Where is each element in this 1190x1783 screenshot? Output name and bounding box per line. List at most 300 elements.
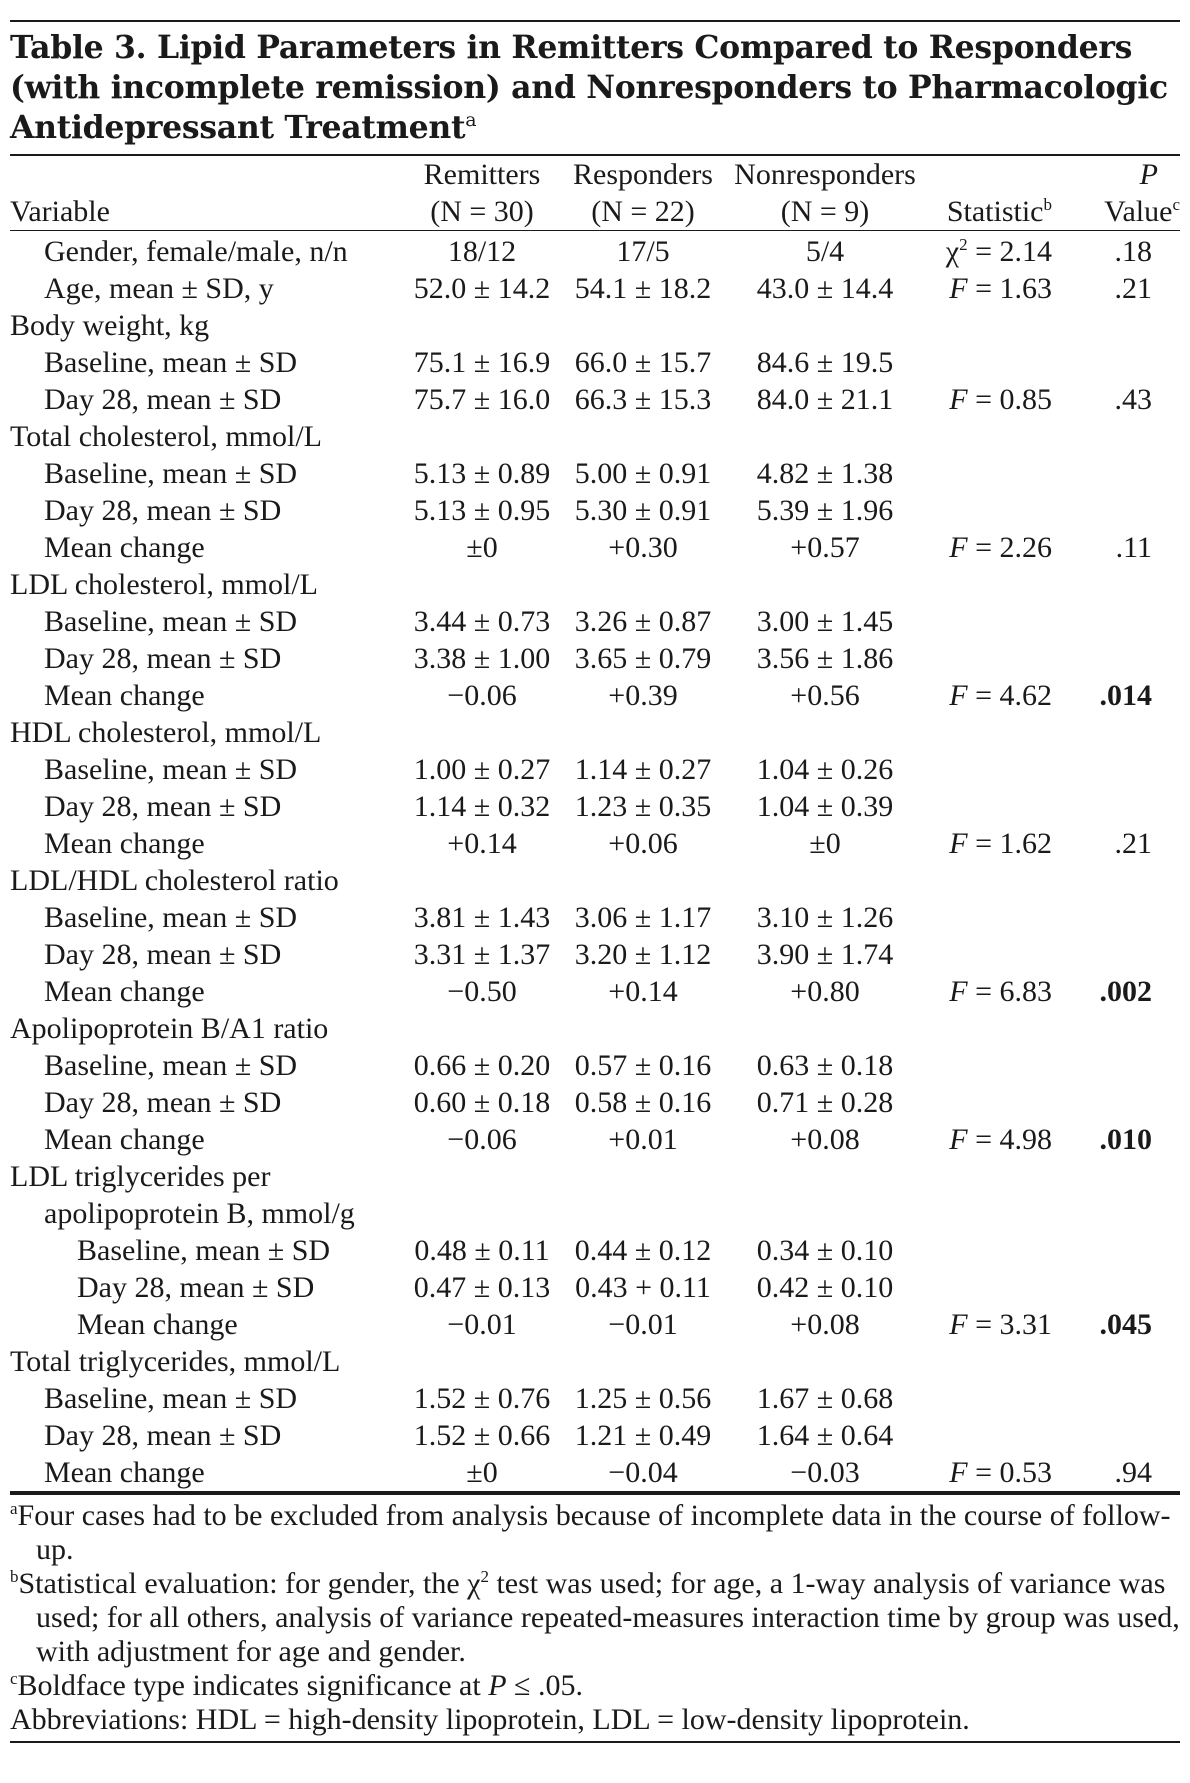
cell-statistic	[918, 1306, 1070, 1343]
cell-p-value: .014	[1099, 679, 1152, 712]
cell-p-value	[1070, 344, 1180, 381]
cell-remitters	[410, 1158, 554, 1195]
cell-statistic	[918, 1269, 1070, 1306]
table-row	[10, 1343, 1180, 1380]
cell-statistic	[918, 418, 1070, 455]
cell-nonresponders: +0.57	[790, 531, 860, 564]
table-row	[10, 529, 1180, 566]
row-label: Mean change	[44, 679, 205, 712]
cell-responders	[554, 1195, 732, 1232]
cell-nonresponders	[732, 1195, 918, 1232]
row-label: LDL triglycerides per	[10, 1160, 271, 1193]
cell-nonresponders: 0.42 ± 0.10	[756, 1271, 894, 1304]
row-label: Day 28, mean ± SD	[44, 1086, 282, 1119]
cell-statistic	[918, 1195, 1070, 1232]
cell-nonresponders: 5/4	[805, 235, 845, 268]
row-label: Baseline, mean ± SD	[44, 901, 298, 934]
cell-responders: 0.58 ± 0.16	[574, 1086, 712, 1119]
cell-nonresponders	[732, 1343, 918, 1380]
cell-remitters: −0.50	[447, 975, 517, 1008]
title-line-3	[10, 108, 1180, 148]
cell-responders	[554, 1158, 732, 1195]
table-body	[10, 231, 1180, 1493]
cell-remitters	[410, 307, 554, 344]
f-symbol: F	[949, 383, 968, 416]
cell-statistic	[918, 603, 1070, 640]
table-row	[10, 1158, 1180, 1195]
table-row	[10, 1047, 1180, 1084]
cell-statistic	[918, 714, 1070, 751]
table-row	[10, 1306, 1180, 1343]
cell-nonresponders: 1.67 ± 0.68	[756, 1382, 894, 1415]
cell-responders: 1.23 ± 0.35	[574, 790, 712, 823]
table-row	[10, 751, 1180, 788]
statistic-value: = 0.85	[967, 383, 1052, 416]
cell-responders: 5.00 ± 0.91	[574, 457, 712, 490]
cell-p-value: .21	[1114, 827, 1152, 860]
row-label: Baseline, mean ± SD	[77, 1234, 331, 1267]
cell-statistic	[918, 344, 1070, 381]
cell-statistic	[918, 788, 1070, 825]
cell-statistic	[918, 1158, 1070, 1195]
header-nonresponders	[732, 155, 918, 231]
statistic-value: = 2.14	[967, 235, 1052, 268]
cell-nonresponders	[732, 307, 918, 344]
cell-p-value	[1070, 1010, 1180, 1047]
row-label: Mean change	[44, 531, 205, 564]
table-row	[10, 566, 1180, 603]
header-nonresponders-label: Nonresponders	[734, 158, 916, 191]
cell-remitters: −0.06	[447, 1123, 517, 1156]
row-label: Mean change	[44, 975, 205, 1008]
title-line-3-text: Antidepressant Treatment	[10, 109, 466, 146]
cell-nonresponders: 0.71 ± 0.28	[756, 1086, 894, 1119]
cell-p-value	[1070, 899, 1180, 936]
cell-nonresponders	[732, 862, 918, 899]
cell-nonresponders: +0.08	[790, 1123, 860, 1156]
cell-remitters: −0.06	[447, 679, 517, 712]
cell-p-value	[1070, 603, 1180, 640]
row-label: Body weight, kg	[10, 309, 210, 342]
header-variable: Variable	[10, 195, 110, 228]
cell-responders: 1.25 ± 0.56	[574, 1382, 712, 1415]
cell-responders	[554, 307, 732, 344]
table-footnotes	[10, 1493, 1180, 1743]
table-row	[10, 788, 1180, 825]
cell-p-value	[1070, 640, 1180, 677]
cell-p-value: .045	[1099, 1308, 1152, 1341]
table-row	[10, 1084, 1180, 1121]
cell-statistic	[918, 529, 1070, 566]
cell-statistic	[918, 751, 1070, 788]
header-p-value-label: Value	[1104, 195, 1173, 228]
title-line-1: Table 3. Lipid Parameters in Remitters Compared to Responders	[10, 29, 1133, 66]
header-responders-n: (N = 22)	[591, 195, 695, 228]
table-row	[10, 418, 1180, 455]
table-row	[10, 825, 1180, 862]
cell-responders: 66.0 ± 15.7	[574, 346, 712, 379]
cell-remitters: 1.52 ± 0.76	[413, 1382, 551, 1415]
table-row	[10, 603, 1180, 640]
cell-remitters: ±0	[466, 531, 498, 564]
cell-responders: −0.04	[608, 1456, 678, 1489]
cell-p-value: .43	[1114, 383, 1152, 416]
footnote-c-text-2: ≤ .05.	[506, 1669, 583, 1702]
header-p-mark: c	[1172, 195, 1180, 214]
cell-responders	[554, 1343, 732, 1380]
row-label: Baseline, mean ± SD	[44, 457, 298, 490]
cell-responders: +0.01	[608, 1123, 678, 1156]
table-row	[10, 862, 1180, 899]
footnote-a-text: Four cases had to be excluded from analysis because of incomplete data in the course of follow-up.	[17, 1499, 1171, 1566]
footnote-c-text-1: Boldface type indicates significance at	[17, 1669, 489, 1702]
row-label: LDL cholesterol, mmol/L	[10, 568, 318, 601]
row-label: Total triglycerides, mmol/L	[10, 1345, 341, 1378]
cell-responders: 66.3 ± 15.3	[574, 383, 712, 416]
cell-remitters: 0.47 ± 0.13	[413, 1271, 551, 1304]
cell-statistic	[918, 899, 1070, 936]
f-symbol: F	[949, 1123, 968, 1156]
cell-p-value	[1070, 1232, 1180, 1269]
cell-nonresponders: 84.6 ± 19.5	[756, 346, 894, 379]
table-row	[10, 381, 1180, 418]
cell-nonresponders	[732, 714, 918, 751]
header-p-value-line	[1070, 193, 1180, 230]
cell-remitters: 5.13 ± 0.95	[413, 494, 551, 527]
cell-responders: +0.39	[608, 679, 678, 712]
cell-nonresponders: 84.0 ± 21.1	[756, 383, 894, 416]
cell-statistic	[918, 1417, 1070, 1454]
row-label: Baseline, mean ± SD	[44, 1382, 298, 1415]
cell-responders	[554, 566, 732, 603]
cell-responders: −0.01	[608, 1308, 678, 1341]
table-row	[10, 1232, 1180, 1269]
cell-nonresponders	[732, 1010, 918, 1047]
cell-statistic	[918, 1232, 1070, 1269]
cell-remitters: 75.7 ± 16.0	[413, 383, 551, 416]
header-responders-label: Responders	[573, 158, 713, 191]
table-row	[10, 344, 1180, 381]
cell-responders: 17/5	[616, 235, 670, 268]
cell-statistic	[918, 677, 1070, 714]
statistic-value: = 0.53	[967, 1456, 1052, 1489]
table-row	[10, 307, 1180, 344]
cell-nonresponders: −0.03	[790, 1456, 860, 1489]
cell-remitters	[410, 862, 554, 899]
cell-p-value: .11	[1115, 531, 1152, 564]
table-page	[10, 0, 1180, 1743]
f-symbol: F	[949, 272, 968, 305]
footnote-a	[10, 1499, 1180, 1567]
cell-statistic	[918, 270, 1070, 307]
row-label: Baseline, mean ± SD	[44, 605, 298, 638]
footnote-b	[10, 1567, 1180, 1669]
cell-p-value	[1070, 862, 1180, 899]
header-nonresponders-n: (N = 9)	[780, 195, 870, 228]
cell-nonresponders: +0.80	[790, 975, 860, 1008]
table-row	[10, 1010, 1180, 1047]
cell-p-value	[1070, 566, 1180, 603]
cell-remitters: 1.00 ± 0.27	[413, 753, 551, 786]
cell-p-value: .18	[1114, 235, 1152, 268]
cell-nonresponders	[732, 418, 918, 455]
footnote-a-mark: a	[10, 1499, 18, 1518]
cell-statistic	[918, 936, 1070, 973]
cell-p-value	[1070, 307, 1180, 344]
header-statistic-label: Statistic	[946, 195, 1044, 228]
cell-nonresponders: 4.82 ± 1.38	[756, 457, 894, 490]
cell-statistic	[918, 455, 1070, 492]
cell-nonresponders: 0.63 ± 0.18	[756, 1049, 894, 1082]
row-label: Day 28, mean ± SD	[44, 938, 282, 971]
cell-responders: +0.30	[608, 531, 678, 564]
cell-remitters	[410, 1010, 554, 1047]
cell-remitters: 3.44 ± 0.73	[413, 605, 551, 638]
table-row	[10, 899, 1180, 936]
cell-statistic	[918, 862, 1070, 899]
table-row	[10, 1417, 1180, 1454]
cell-p-value	[1070, 788, 1180, 825]
row-label: Day 28, mean ± SD	[77, 1271, 315, 1304]
cell-responders: 54.1 ± 18.2	[574, 272, 712, 305]
f-symbol: F	[949, 1308, 968, 1341]
cell-responders: 3.20 ± 1.12	[574, 938, 712, 971]
row-label: Gender, female/male, n/n	[44, 235, 348, 268]
footnote-b-chi-sup: 2	[480, 1567, 489, 1586]
cell-p-value: .94	[1114, 1456, 1152, 1489]
cell-p-value	[1070, 1084, 1180, 1121]
cell-remitters: 5.13 ± 0.89	[413, 457, 551, 490]
cell-p-value	[1070, 455, 1180, 492]
cell-responders: 0.44 ± 0.12	[574, 1234, 712, 1267]
title-footnote-mark: a	[465, 109, 477, 131]
cell-statistic	[918, 973, 1070, 1010]
row-label: Day 28, mean ± SD	[44, 1419, 282, 1452]
cell-responders: +0.06	[608, 827, 678, 860]
cell-statistic	[918, 825, 1070, 862]
cell-remitters: ±0	[466, 1456, 498, 1489]
cell-p-value	[1070, 418, 1180, 455]
cell-responders: 3.06 ± 1.17	[574, 901, 712, 934]
cell-remitters	[410, 714, 554, 751]
table-row	[10, 1121, 1180, 1158]
cell-remitters: 52.0 ± 14.2	[413, 272, 551, 305]
header-remitters-label: Remitters	[423, 158, 541, 191]
statistic-value: = 3.31	[967, 1308, 1052, 1341]
row-label: HDL cholesterol, mmol/L	[10, 716, 322, 749]
cell-p-value: .002	[1099, 975, 1152, 1008]
cell-responders: 3.65 ± 0.79	[574, 642, 712, 675]
cell-statistic	[918, 231, 1070, 271]
f-symbol: F	[949, 975, 968, 1008]
cell-remitters: 0.60 ± 0.18	[413, 1086, 551, 1119]
table-row	[10, 640, 1180, 677]
table-row	[10, 973, 1180, 1010]
cell-p-value	[1070, 1195, 1180, 1232]
cell-p-value	[1070, 1380, 1180, 1417]
cell-responders: 0.57 ± 0.16	[574, 1049, 712, 1082]
f-symbol: F	[949, 827, 968, 860]
cell-p-value	[1070, 1269, 1180, 1306]
cell-remitters	[410, 418, 554, 455]
table-row	[10, 1195, 1180, 1232]
cell-nonresponders	[732, 1158, 918, 1195]
row-label: Age, mean ± SD, y	[44, 272, 274, 305]
table-row	[10, 1454, 1180, 1492]
cell-statistic	[918, 381, 1070, 418]
row-label: Day 28, mean ± SD	[44, 642, 282, 675]
cell-nonresponders: 3.56 ± 1.86	[756, 642, 894, 675]
chi-square-sup: 2	[959, 235, 968, 254]
cell-nonresponders: +0.56	[790, 679, 860, 712]
row-label: Baseline, mean ± SD	[44, 1049, 298, 1082]
cell-p-value	[1070, 1158, 1180, 1195]
cell-nonresponders: 1.04 ± 0.26	[756, 753, 894, 786]
cell-responders: 5.30 ± 0.91	[574, 494, 712, 527]
row-label: Mean change	[44, 1456, 205, 1489]
header-statistic-mark: b	[1043, 195, 1052, 214]
cell-statistic	[918, 307, 1070, 344]
cell-responders: +0.14	[608, 975, 678, 1008]
cell-remitters: 1.52 ± 0.66	[413, 1419, 551, 1452]
header-remitters-n: (N = 30)	[430, 195, 534, 228]
chi-symbol: χ	[945, 235, 960, 268]
cell-nonresponders: 0.34 ± 0.10	[756, 1234, 894, 1267]
cell-nonresponders: ±0	[809, 827, 841, 860]
cell-remitters: −0.01	[447, 1308, 517, 1341]
row-label: Mean change	[77, 1308, 238, 1341]
statistic-value: = 4.98	[967, 1123, 1052, 1156]
table-row	[10, 492, 1180, 529]
table-title	[10, 20, 1180, 154]
cell-remitters: 75.1 ± 16.9	[413, 346, 551, 379]
cell-nonresponders: 1.04 ± 0.39	[756, 790, 894, 823]
table-row	[10, 1380, 1180, 1417]
f-symbol: F	[949, 679, 968, 712]
cell-statistic	[918, 1454, 1070, 1492]
cell-p-value	[1070, 751, 1180, 788]
cell-responders	[554, 1010, 732, 1047]
cell-responders: 3.26 ± 0.87	[574, 605, 712, 638]
cell-p-value: .010	[1099, 1123, 1152, 1156]
footnote-c	[10, 1669, 1180, 1703]
cell-p-value	[1070, 1047, 1180, 1084]
cell-responders	[554, 714, 732, 751]
table-row	[10, 1269, 1180, 1306]
table-row	[10, 455, 1180, 492]
statistic-value: = 2.26	[967, 531, 1052, 564]
cell-statistic	[918, 492, 1070, 529]
statistic-value: = 1.63	[967, 272, 1052, 305]
table-header	[10, 155, 1180, 231]
cell-nonresponders: 5.39 ± 1.96	[756, 494, 894, 527]
header-p-letter: P	[1139, 158, 1158, 191]
statistic-value: = 1.62	[967, 827, 1052, 860]
row-label: apolipoprotein B, mmol/g	[44, 1197, 355, 1230]
footnote-b-mark: b	[10, 1567, 19, 1586]
cell-p-value	[1070, 492, 1180, 529]
cell-remitters: +0.14	[447, 827, 517, 860]
table-row	[10, 270, 1180, 307]
title-line-2: (with incomplete remission) and Nonresponders to Pharmacologic	[10, 69, 1168, 106]
footnote-b-text-1: Statistical evaluation: for gender, the χ	[18, 1567, 481, 1600]
cell-p-value	[1070, 1417, 1180, 1454]
statistic-value: = 6.83	[967, 975, 1052, 1008]
cell-remitters: 3.38 ± 1.00	[413, 642, 551, 675]
cell-remitters	[410, 1195, 554, 1232]
cell-remitters: 0.66 ± 0.20	[413, 1049, 551, 1082]
cell-p-value	[1070, 714, 1180, 751]
table-row	[10, 231, 1180, 271]
footnote-c-mark: c	[10, 1669, 18, 1688]
footnote-c-p: P	[488, 1669, 507, 1702]
cell-responders: 0.43 + 0.11	[575, 1271, 711, 1304]
table-row	[10, 677, 1180, 714]
cell-nonresponders: +0.08	[790, 1308, 860, 1341]
cell-nonresponders: 3.90 ± 1.74	[756, 938, 894, 971]
cell-nonresponders: 3.10 ± 1.26	[756, 901, 894, 934]
cell-remitters: 3.81 ± 1.43	[413, 901, 551, 934]
cell-statistic	[918, 1010, 1070, 1047]
row-label: Apolipoprotein B/A1 ratio	[10, 1012, 329, 1045]
cell-statistic	[918, 566, 1070, 603]
footnote-abbreviations: Abbreviations: HDL = high-density lipoprotein, LDL = low-density lipoprotein.	[10, 1703, 970, 1736]
cell-responders	[554, 418, 732, 455]
table-row	[10, 714, 1180, 751]
cell-nonresponders: 3.00 ± 1.45	[756, 605, 894, 638]
cell-nonresponders	[732, 566, 918, 603]
cell-statistic	[918, 1343, 1070, 1380]
cell-statistic	[918, 640, 1070, 677]
cell-remitters: 0.48 ± 0.11	[414, 1234, 550, 1267]
cell-statistic	[918, 1380, 1070, 1417]
cell-p-value	[1070, 936, 1180, 973]
row-label: Baseline, mean ± SD	[44, 346, 298, 379]
row-label: Day 28, mean ± SD	[44, 790, 282, 823]
row-label: Day 28, mean ± SD	[44, 383, 282, 416]
cell-remitters: 18/12	[447, 235, 517, 268]
row-label: Total cholesterol, mmol/L	[10, 420, 322, 453]
cell-responders	[554, 862, 732, 899]
table-row	[10, 936, 1180, 973]
cell-nonresponders: 1.64 ± 0.64	[756, 1419, 894, 1452]
lipid-table	[10, 154, 1180, 1493]
row-label: Mean change	[44, 1123, 205, 1156]
cell-statistic	[918, 1047, 1070, 1084]
cell-p-value	[1070, 1343, 1180, 1380]
cell-statistic	[918, 1121, 1070, 1158]
cell-nonresponders: 43.0 ± 14.4	[756, 272, 894, 305]
row-label: LDL/HDL cholesterol ratio	[10, 864, 339, 897]
footnote-b-text-2: test was used; for age, a 1-way analysis of variance was used; for all others, analysis of variance repeated-measures interaction time by group was used, with adjustment for age and gender.	[36, 1567, 1180, 1668]
header-statistic	[918, 155, 1070, 231]
cell-statistic	[918, 1084, 1070, 1121]
header-responders	[554, 155, 732, 231]
cell-responders: 1.14 ± 0.27	[574, 753, 712, 786]
row-label: Day 28, mean ± SD	[44, 494, 282, 527]
cell-responders: 1.21 ± 0.49	[574, 1419, 712, 1452]
cell-remitters	[410, 566, 554, 603]
cell-remitters: 3.31 ± 1.37	[413, 938, 551, 971]
header-remitters	[410, 155, 554, 231]
header-p-value	[1070, 155, 1180, 231]
statistic-value: = 4.62	[967, 679, 1052, 712]
cell-p-value: .21	[1114, 272, 1152, 305]
cell-remitters	[410, 1343, 554, 1380]
row-label: Mean change	[44, 827, 205, 860]
cell-remitters: 1.14 ± 0.32	[413, 790, 551, 823]
f-symbol: F	[949, 1456, 968, 1489]
